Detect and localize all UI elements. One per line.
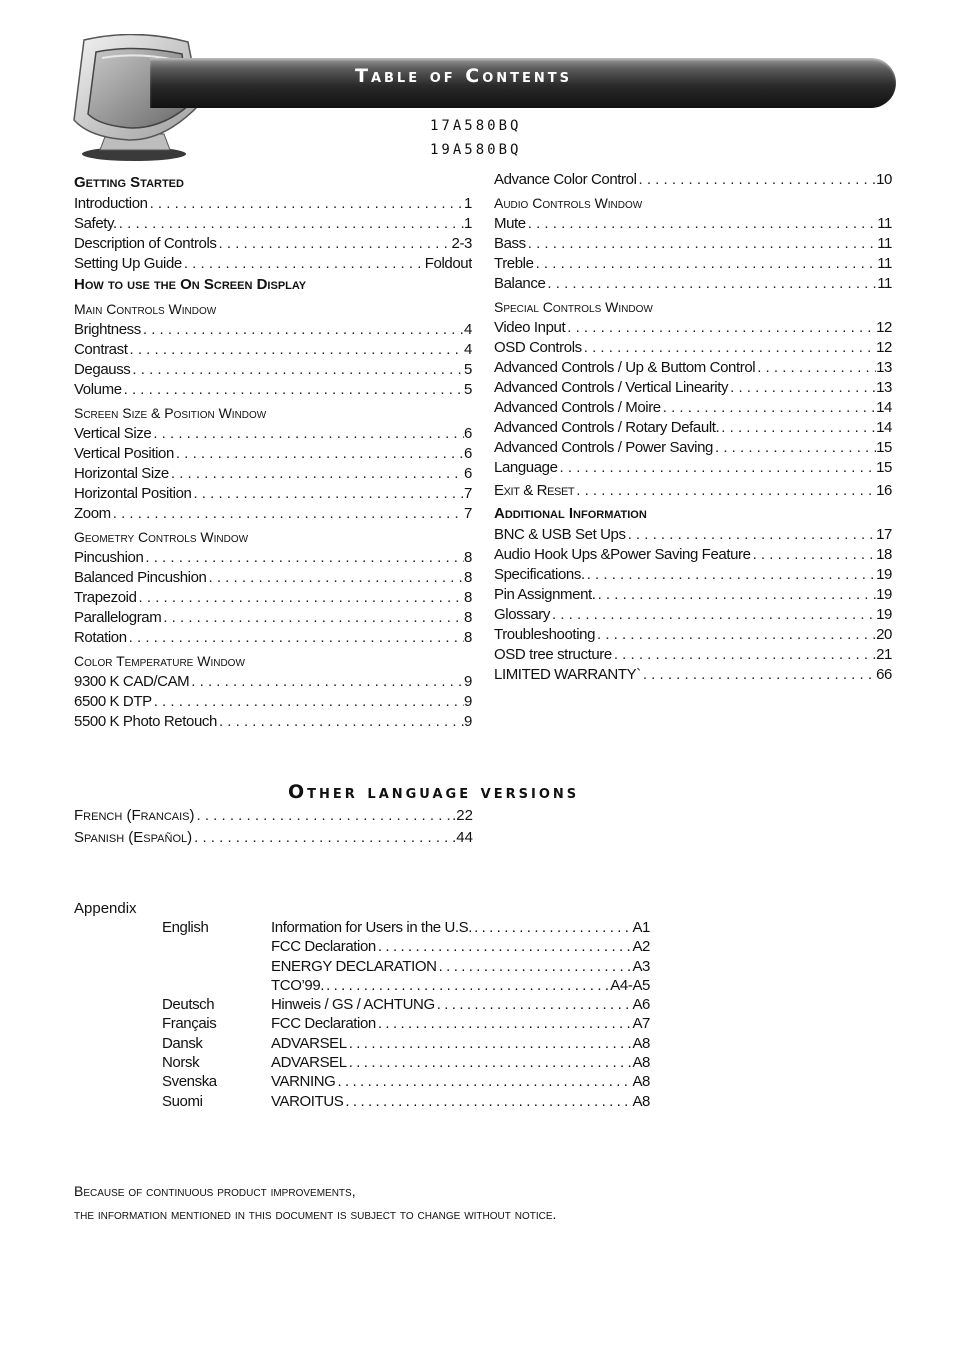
leader-dots <box>596 585 877 605</box>
toc-entry-label: Introduction <box>74 195 148 212</box>
toc-entry[interactable] <box>74 424 472 444</box>
toc-entry-label: Video Input <box>494 319 566 336</box>
appendix-item-label: FCC Declaration <box>271 1015 376 1033</box>
leader-dots <box>585 565 876 585</box>
appendix-item-page: A7 <box>632 1015 650 1033</box>
toc-entry-page: 8 <box>464 589 472 606</box>
model-number: 19A580BQ <box>430 142 522 158</box>
notice <box>74 1180 556 1226</box>
appendix-language: Svenska <box>162 1073 217 1091</box>
subsection-heading: Geometry Controls Window <box>74 529 249 545</box>
other-languages-title: Other language versions <box>288 781 580 803</box>
toc-entry[interactable] <box>74 806 473 826</box>
toc-entry-page: 15 <box>876 459 892 476</box>
toc-entry-label: Glossary <box>494 606 550 623</box>
toc-entry-label: Advanced Controls / Up & Buttom Control <box>494 359 756 376</box>
appendix-language: Français <box>162 1015 217 1033</box>
toc-entry-label: Pin Assignment. <box>494 586 596 603</box>
appendix-item-page: A8 <box>632 1054 650 1072</box>
toc-entry-page: 9 <box>464 693 472 710</box>
toc-entry-page: 12 <box>876 339 892 356</box>
appendix-item <box>271 1092 650 1111</box>
toc-entry-label: Troubleshooting <box>494 626 596 643</box>
toc-entry-page: 6 <box>464 445 472 462</box>
appendix-item-page: A8 <box>632 1073 650 1091</box>
appendix-row[interactable] <box>162 976 650 995</box>
leader-dots <box>127 628 464 648</box>
toc-entry-label: Bass <box>494 235 526 252</box>
toc-entry[interactable] <box>74 712 472 732</box>
toc-entry[interactable] <box>494 418 892 438</box>
leader-dots <box>558 458 877 478</box>
leader-dots <box>376 1014 633 1033</box>
toc-entry[interactable] <box>494 338 892 358</box>
toc-entry-page: 2-3 <box>451 235 472 252</box>
toc-entry-page: 1 <box>464 195 472 212</box>
toc-entry[interactable] <box>74 194 472 214</box>
leader-dots <box>751 545 877 565</box>
toc-entry-page: 19 <box>876 566 892 583</box>
toc-entry-page: Foldout <box>424 255 472 272</box>
toc-entry-page: 14 <box>876 399 892 416</box>
toc-entry[interactable] <box>74 692 472 712</box>
toc-entry[interactable] <box>494 254 892 274</box>
toc-entry-label: OSD tree structure <box>494 646 612 663</box>
toc-entry[interactable] <box>494 458 892 478</box>
leader-dots <box>195 806 453 826</box>
toc-entry-page: 8 <box>464 569 472 586</box>
toc-entry-label: Exit & Reset <box>494 482 575 499</box>
toc-entry[interactable] <box>494 525 892 545</box>
toc-entry-page: .22 <box>452 807 473 824</box>
toc-entry-label: Spanish (Español) <box>74 829 193 846</box>
leader-dots <box>550 605 876 625</box>
toc-entry-label: Advanced Controls / Moire <box>494 399 661 416</box>
toc-entry-label: 5500 K Photo Retouch <box>74 713 217 730</box>
toc-entry-page: 18 <box>876 546 892 563</box>
toc-entry-label: French (Francais) <box>74 807 195 824</box>
toc-left-column <box>74 172 472 732</box>
toc-entry[interactable] <box>74 444 472 464</box>
appendix-item-page: A2 <box>632 938 650 956</box>
toc-entry-label: Treble <box>494 255 534 272</box>
leader-dots <box>437 957 633 976</box>
toc-entry-label: Description of Controls <box>74 235 217 252</box>
toc-entry-label: Volume <box>74 381 122 398</box>
toc-entry-label: Advanced Controls / Rotary Default. <box>494 419 720 436</box>
toc-entry[interactable] <box>74 828 473 848</box>
appendix-language: English <box>162 919 209 936</box>
toc-entry[interactable] <box>74 380 472 400</box>
toc-entry-label: Advance Color Control <box>494 171 637 188</box>
toc-entry[interactable] <box>74 340 472 360</box>
toc-entry-label: Rotation <box>74 629 127 646</box>
leader-dots <box>637 170 877 190</box>
subsection-heading: Color Temperature Window <box>74 653 245 669</box>
toc-entry-page: 13 <box>876 359 892 376</box>
toc-entry-label: Horizontal Size <box>74 465 169 482</box>
leader-dots <box>192 828 452 848</box>
toc-entry[interactable] <box>74 672 472 692</box>
appendix-language: Norsk <box>162 1054 200 1072</box>
toc-entry[interactable] <box>494 318 892 338</box>
section-heading: Getting Started <box>74 174 184 191</box>
leader-dots <box>207 568 465 588</box>
leader-dots <box>719 418 876 438</box>
leader-dots <box>526 214 877 234</box>
toc-entry-page: 15 <box>876 439 892 456</box>
leader-dots <box>612 645 876 665</box>
toc-entry-page: 6 <box>464 425 472 442</box>
toc-entry-page: 11 <box>877 235 892 252</box>
appendix-row[interactable] <box>162 1014 650 1033</box>
appendix-item <box>271 957 650 976</box>
toc-entry[interactable] <box>494 214 892 234</box>
appendix-item-label: ENERGY DECLARATION <box>271 957 437 975</box>
model-number: 17A580BQ <box>430 118 522 134</box>
leader-dots <box>713 438 876 458</box>
toc-entry-page: 1 <box>464 215 472 232</box>
leader-dots <box>324 976 610 995</box>
leader-dots <box>148 194 464 214</box>
toc-entry-label: Brightness <box>74 321 141 338</box>
toc-entry[interactable] <box>494 438 892 458</box>
toc-entry-label: Specifications. <box>494 566 585 583</box>
subsection-heading: Special Controls Window <box>494 299 653 315</box>
toc-entry-label: Contrast <box>74 341 128 358</box>
toc-entry-page: 13 <box>876 379 892 396</box>
section-heading: Additional Information <box>494 505 647 522</box>
toc-entry-label: BNC & USB Set Ups <box>494 526 626 543</box>
appendix-item-page: A3 <box>632 957 650 975</box>
toc-entry-page: 6 <box>464 465 472 482</box>
toc-entry-page: 5 <box>464 361 472 378</box>
leader-dots <box>141 320 464 340</box>
appendix-language: Suomi <box>162 1092 203 1110</box>
leader-dots <box>143 548 464 568</box>
toc-entry-page: 8 <box>464 609 472 626</box>
toc-entry-page: 21 <box>876 646 892 663</box>
toc-entry-label: Mute <box>494 215 526 232</box>
appendix-language: Deutsch <box>162 996 215 1014</box>
toc-entry[interactable] <box>74 608 472 628</box>
toc-entry-label: OSD Controls <box>494 339 582 356</box>
toc-entry-label: Pincushion <box>74 549 144 566</box>
leader-dots <box>130 360 464 380</box>
toc-entry-label: Audio Hook Ups &Power Saving Feature <box>494 546 751 563</box>
appendix-language <box>162 937 271 956</box>
leader-dots <box>161 608 464 628</box>
toc-entry-page: 4 <box>464 341 472 358</box>
appendix-item-label: ADVARSEL <box>271 1034 347 1052</box>
leader-dots <box>137 588 465 608</box>
leader-dots <box>189 672 464 692</box>
leader-dots <box>582 338 876 358</box>
toc-entry-page: 66 <box>876 666 892 683</box>
toc-entry[interactable] <box>494 625 892 645</box>
leader-dots <box>347 1034 633 1053</box>
toc-entry-label: Trapezoid <box>74 589 137 606</box>
page-title: Table of Contents <box>355 65 572 87</box>
subsection-heading: Main Controls Window <box>74 301 217 317</box>
appendix-item-page: A6 <box>632 996 650 1014</box>
appendix-item-page: A8 <box>632 1034 650 1052</box>
leader-dots <box>217 712 464 732</box>
toc-entry-page: 11 <box>877 215 892 232</box>
leader-dots <box>343 1092 632 1111</box>
toc-entry-page: 17 <box>876 526 892 543</box>
toc-entry[interactable] <box>494 478 892 503</box>
toc-entry[interactable] <box>494 585 892 605</box>
toc-entry-label: Setting Up Guide <box>74 255 182 272</box>
toc-entry-label: LIMITED WARRANTY` <box>494 666 641 683</box>
appendix-label: Appendix <box>74 900 137 917</box>
toc-entry[interactable] <box>494 170 892 190</box>
toc-entry[interactable] <box>74 628 472 648</box>
appendix-item-label: FCC Declaration <box>271 938 376 956</box>
toc-entry-label: Degauss <box>74 361 131 378</box>
leader-dots <box>626 525 877 545</box>
toc-entry[interactable] <box>74 464 472 484</box>
toc-entry-label: Balance <box>494 275 546 292</box>
toc-entry-page: 10 <box>876 171 892 188</box>
leader-dots <box>472 918 632 937</box>
toc-entry[interactable] <box>494 358 892 378</box>
toc-entry-page: .44 <box>452 829 473 846</box>
toc-entry-page: 19 <box>876 606 892 623</box>
leader-dots <box>565 318 876 338</box>
toc-entry[interactable] <box>74 254 472 274</box>
toc-entry-page: 8 <box>464 549 472 566</box>
toc-entry[interactable] <box>74 320 472 340</box>
leader-dots <box>151 424 464 444</box>
appendix-item <box>271 918 650 937</box>
appendix-item-label: TCO’99. <box>271 976 325 994</box>
toc-entry-page: 19 <box>876 586 892 603</box>
leader-dots <box>174 444 464 464</box>
toc-entry-label: Vertical Size <box>74 425 152 442</box>
leader-dots <box>376 937 633 956</box>
leader-dots <box>534 254 878 274</box>
appendix-row[interactable] <box>162 995 650 1014</box>
appendix-language: Dansk <box>162 1034 203 1052</box>
appendix-item <box>271 1053 650 1072</box>
appendix-item-page: A4-A5 <box>610 976 650 994</box>
toc-entry-page: 7 <box>464 485 472 502</box>
toc-entry[interactable] <box>494 565 892 585</box>
toc-entry-label: Safety. <box>74 215 117 232</box>
notice-line: Because of continuous product improvements, <box>74 1183 356 1199</box>
toc-entry-page: 11 <box>877 275 892 292</box>
leader-dots <box>152 692 464 712</box>
leader-dots <box>169 464 464 484</box>
toc-entry[interactable] <box>74 360 472 380</box>
leader-dots <box>728 378 876 398</box>
toc-entry-label: Advanced Controls / Vertical Linearity <box>494 379 729 396</box>
toc-entry[interactable] <box>74 234 472 254</box>
appendix-row[interactable] <box>162 918 650 937</box>
toc-entry-label: Zoom <box>74 505 111 522</box>
toc-entry-label: Horizontal Position <box>74 485 192 502</box>
leader-dots <box>122 380 464 400</box>
appendix-language <box>162 957 271 976</box>
appendix-row[interactable] <box>162 1072 650 1091</box>
other-languages-list <box>74 806 473 848</box>
toc-entry-page: 20 <box>876 626 892 643</box>
toc-entry[interactable] <box>494 645 892 665</box>
appendix-item <box>271 1014 650 1033</box>
toc-right-column <box>494 170 892 685</box>
toc-entry-page: 14 <box>876 419 892 436</box>
appendix-item <box>271 976 650 995</box>
appendix-item-label: VAROITUS <box>271 1092 344 1110</box>
leader-dots <box>641 665 876 685</box>
toc-entry[interactable] <box>494 398 892 418</box>
toc-entry-label: Language <box>494 459 558 476</box>
section-heading: How to use the On Screen Display <box>74 276 307 293</box>
leader-dots <box>191 484 464 504</box>
toc-entry-page: 7 <box>464 505 472 522</box>
toc-entry-page: 12 <box>876 319 892 336</box>
leader-dots <box>217 234 452 254</box>
appendix-list <box>162 918 650 1111</box>
appendix-row[interactable] <box>162 1034 650 1053</box>
appendix-row[interactable] <box>162 1053 650 1072</box>
subsection-heading: Screen Size & Position Window <box>74 405 267 421</box>
toc-entry-page: 16 <box>876 482 892 499</box>
toc-entry-page: 9 <box>464 673 472 690</box>
leader-dots <box>111 504 464 524</box>
leader-dots <box>182 254 425 274</box>
toc-entry-page: 4 <box>464 321 472 338</box>
leader-dots <box>435 995 633 1014</box>
toc-entry[interactable] <box>74 588 472 608</box>
toc-entry-page: 9 <box>464 713 472 730</box>
leader-dots <box>545 274 877 294</box>
toc-entry-page: 8 <box>464 629 472 646</box>
leader-dots <box>526 234 877 254</box>
appendix-row[interactable] <box>162 957 650 976</box>
subsection-heading: Audio Controls Window <box>494 195 643 211</box>
appendix-item-label: ADVARSEL <box>271 1054 347 1072</box>
appendix-language <box>162 976 271 995</box>
toc-entry[interactable] <box>494 234 892 254</box>
toc-entry-page: 11 <box>877 255 892 272</box>
notice-line: the information mentioned in this document is subject to change without notice. <box>74 1206 557 1222</box>
leader-dots <box>755 358 876 378</box>
toc-entry[interactable] <box>494 665 892 685</box>
leader-dots <box>574 478 876 503</box>
toc-entry[interactable] <box>494 378 892 398</box>
toc-entry[interactable] <box>74 548 472 568</box>
appendix-row[interactable] <box>162 937 650 956</box>
leader-dots <box>347 1053 633 1072</box>
toc-entry-page: 5 <box>464 381 472 398</box>
appendix-item-label: VARNING <box>271 1073 336 1091</box>
toc-entry-label: Balanced Pincushion <box>74 569 207 586</box>
toc-entry[interactable] <box>494 605 892 625</box>
toc-entry[interactable] <box>494 274 892 294</box>
leader-dots <box>335 1072 632 1091</box>
appendix-item-page: A1 <box>632 919 650 936</box>
appendix-row[interactable] <box>162 1092 650 1111</box>
toc-entry[interactable] <box>74 484 472 504</box>
toc-entry-label: Vertical Position <box>74 445 174 462</box>
leader-dots <box>595 625 876 645</box>
appendix-item-label: Hinweis / GS / ACHTUNG <box>271 996 435 1014</box>
toc-entry-label: 9300 K CAD/CAM <box>74 673 190 690</box>
toc-entry[interactable] <box>74 568 472 588</box>
toc-entry[interactable] <box>74 214 472 234</box>
toc-entry-label: Advanced Controls / Power Saving <box>494 439 713 456</box>
appendix-item-page: A8 <box>632 1092 650 1110</box>
leader-dots <box>661 398 876 418</box>
appendix-item-label: Information for Users in the U.S. <box>271 919 473 936</box>
leader-dots <box>128 340 465 360</box>
appendix-item <box>271 995 650 1014</box>
toc-entry[interactable] <box>494 545 892 565</box>
appendix-item <box>271 1034 650 1053</box>
leader-dots <box>117 214 464 234</box>
toc-entry-label: Parallelogram <box>74 609 162 626</box>
toc-entry[interactable] <box>74 504 472 524</box>
toc-entry-label: 6500 K DTP <box>74 693 152 710</box>
appendix-item <box>271 1072 650 1091</box>
appendix-item <box>271 937 650 956</box>
